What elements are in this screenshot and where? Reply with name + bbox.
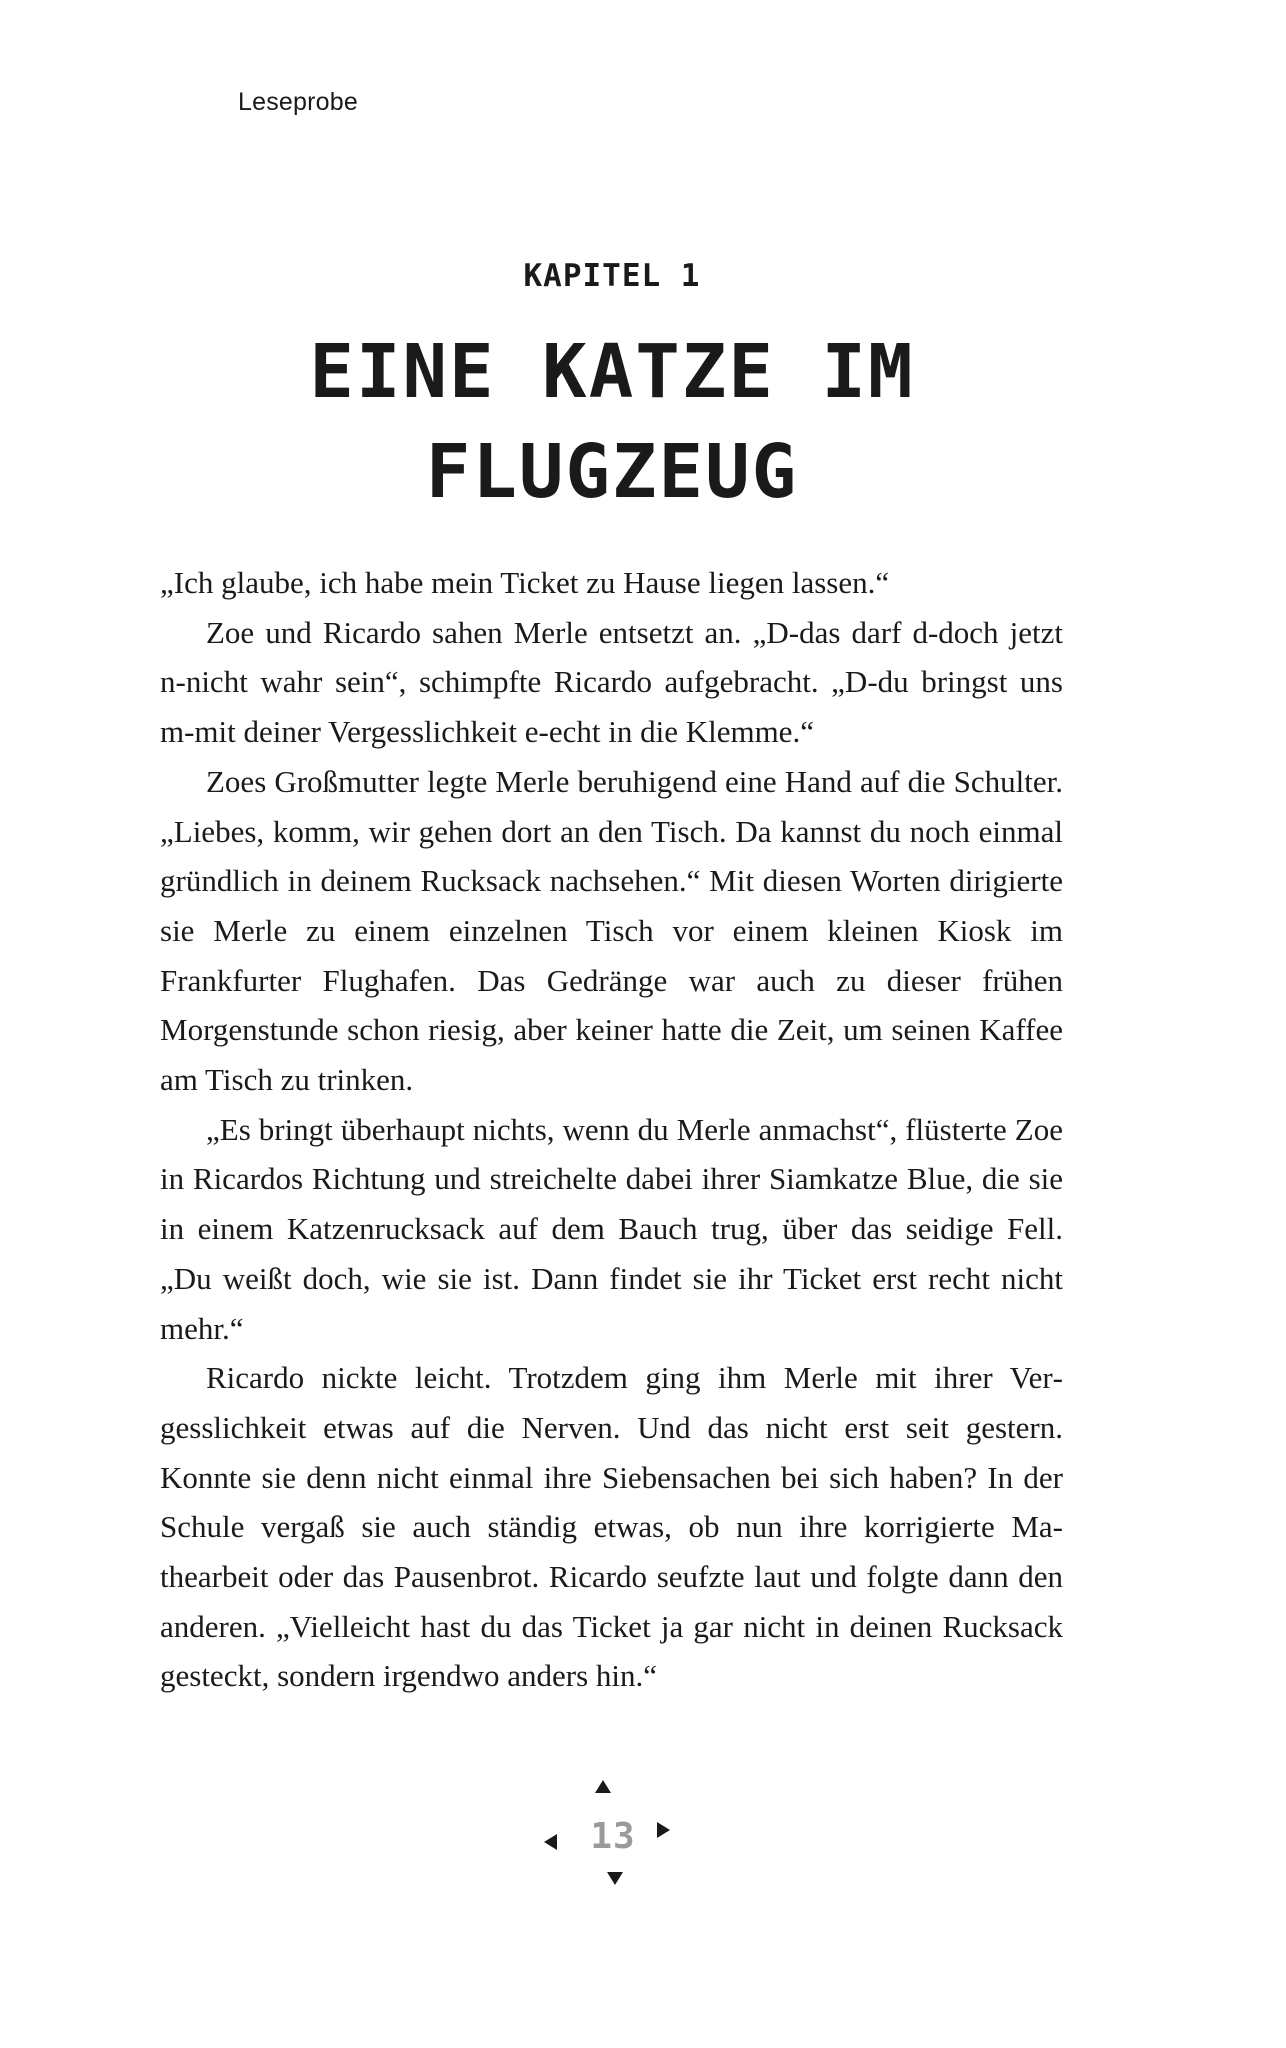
page-number: 13: [590, 1816, 636, 1857]
chapter-label: KAPITEL 1: [523, 258, 701, 294]
paragraph: Zoe und Ricardo sahen Merle entsetzt an. „D-das darf d-doch jetzt n-nicht wahr sein“, schimpfte Ricardo aufgebracht. „D-du bringst uns m-mit deiner Vergesslichkeit e-echt in die Klemme.“: [160, 614, 1063, 750]
triangle-left-icon: [544, 1834, 557, 1850]
chapter-title-line-1: EINE KATZE IM: [309, 329, 915, 415]
paragraph: Ricardo nickte leicht. Trotzdem ging ihm Merle mit ihrer Vergesslichkeit etwas auf die Nerven. Und das nicht erst seit gestern. Konnte sie denn nicht einmal ihre Siebensachen bei sich haben? In der Schule vergaß sie auch ständig etwas, ob nun ihre korrigierte Mathearbeit oder das Pausenbrot. Ricardo seufzte laut und folgte dann den anderen. „Vielleicht hast du das Ticket ja gar nicht in deinen Rucksack gesteckt, sondern irgendwo anders hin.“: [160, 1360, 1063, 1694]
running-head: Leseprobe: [238, 88, 358, 116]
triangle-down-icon: [607, 1872, 623, 1885]
triangle-up-icon: [595, 1780, 611, 1793]
paragraph: „Es bringt überhaupt nichts, wenn du Merle anmachst“, flüsterte Zoe in Ricardos Richtung und streichelte dabei ihrer Siamkatze Blue, die sie in einem Katzenrucksack auf dem Bauch trug, über das seidige Fell. „Du weißt doch, wie sie ist. Dann findet sie ihr Ticket erst recht nicht mehr.“: [160, 1111, 1063, 1346]
chapter-title: [0, 322, 1224, 522]
paragraph: „Ich glaube, ich habe mein Ticket zu Hause liegen lassen.“: [160, 565, 890, 600]
body-text: [160, 558, 1063, 1701]
chapter-title-line-2: FLUGZEUG: [425, 429, 799, 515]
paragraph: Zoes Großmutter legte Merle beruhigend eine Hand auf die Schulter. „Liebes, komm, wir gehen dort an den Tisch. Da kannst du noch einmal gründlich in deinem Rucksack nachsehen.“ Mit diesen Worten dirigierte sie Merle zu einem einzelnen Tisch vor einem kleinen Kiosk im Frankfurter Flughafen. Das Gedränge war auch zu dieser frühen Morgenstunde schon riesig, aber keiner hatte die Zeit, um seinen Kaffee am Tisch zu trinken.: [160, 763, 1063, 1098]
folio: [540, 1770, 680, 1890]
